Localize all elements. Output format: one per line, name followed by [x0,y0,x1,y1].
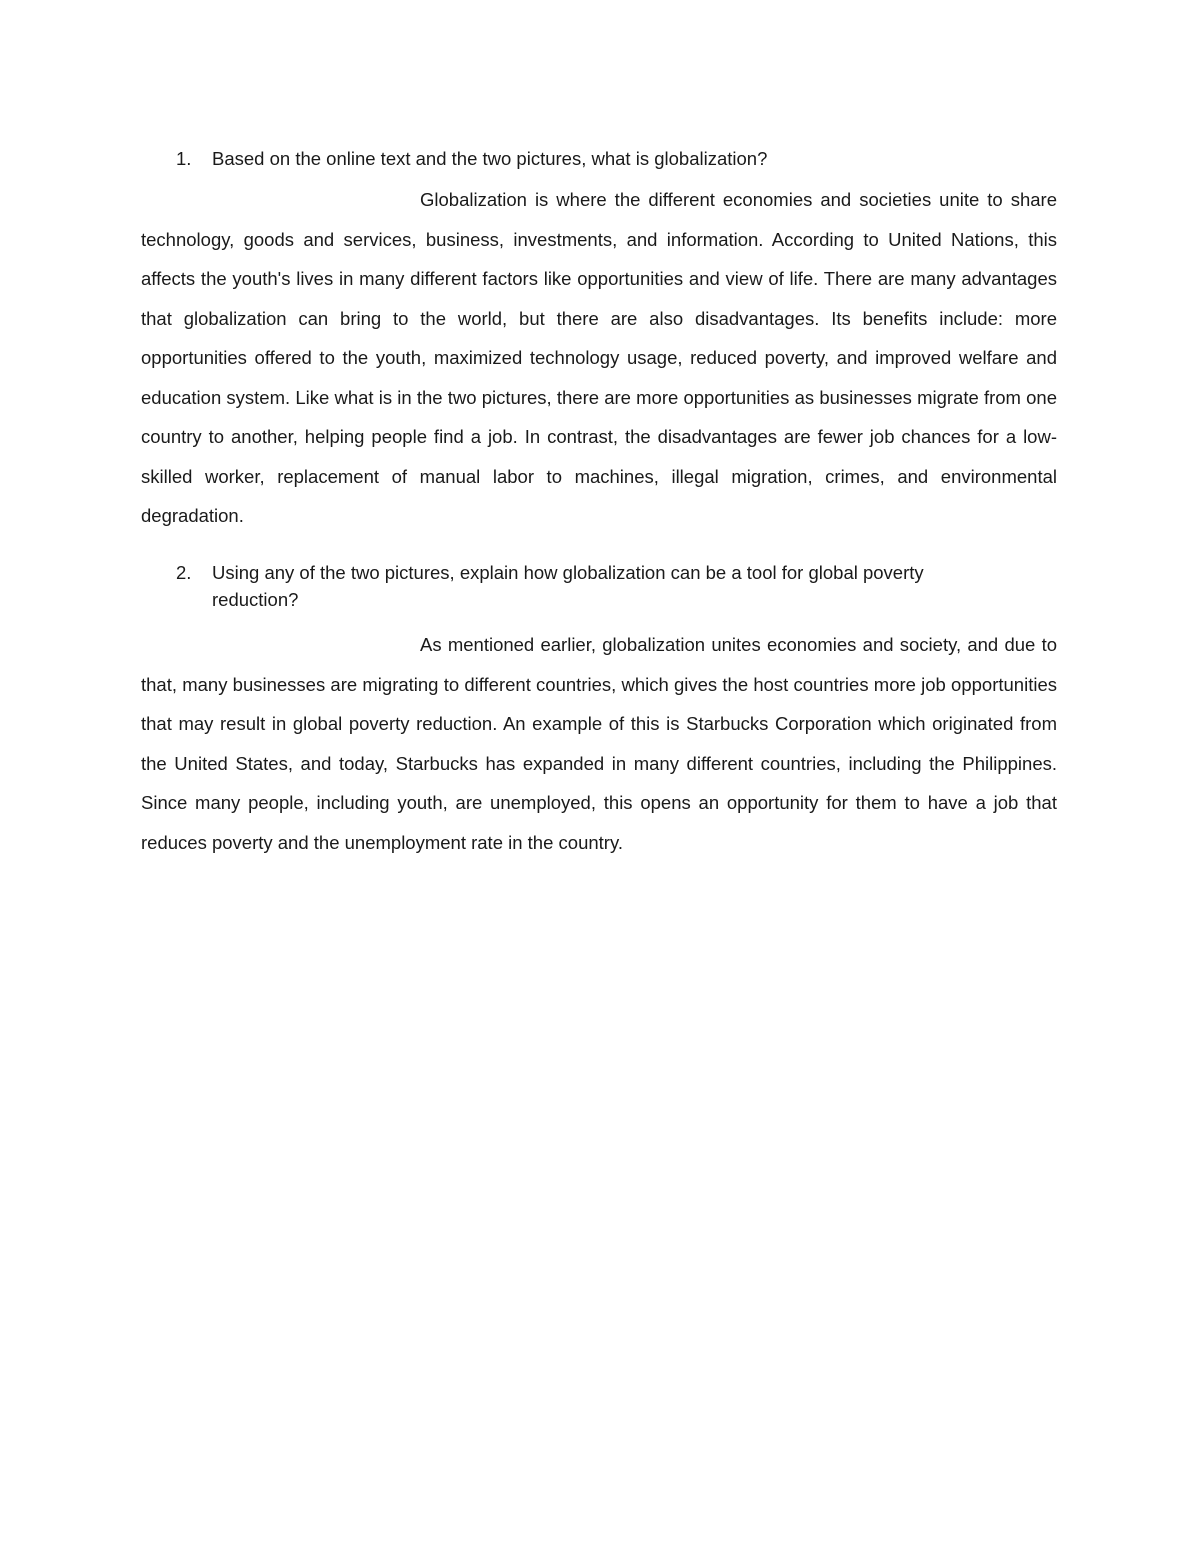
answer-2: As mentioned earlier, globalization unites economies and society, and due to that, many businesses are migrating to different countries, which gives the host countries more job opportunities that may result in global poverty reduction. An example of this is Starbucks Corporation which originated from the United States, and today, Starbucks has expanded in many different countries, including the Philippines. Since many people, including youth, are unemployed, this opens an opportunity for them to have a job that reduces poverty and the unemployment rate in the country. [141,634,1057,853]
question-1 [176,145,1006,172]
question-2 [176,559,1006,613]
question-number: 1. [176,148,192,169]
question-text: Using any of the two pictures, explain how globalization can be a tool for global poverty reduction? [212,562,924,610]
question-number: 2. [176,562,192,583]
answer-1: Globalization is where the different economies and societies unite to share technology, goods and services, business, investments, and information. According to United Nations, this affects the youth's lives in many different factors like opportunities and view of life. There are many advantages that globalization can bring to the world, but there are also disadvantages. Its benefits include: more opportunities offered to the youth, maximized technology usage, reduced poverty, and improved welfare and education system. Like what is in the two pictures, there are more opportunities as businesses migrate from one country to another, helping people find a job. In contrast, the disadvantages are fewer job chances for a low-skilled worker, replacement of manual labor to machines, illegal migration, crimes, and environmental degradation. [141,189,1057,526]
question-text: Based on the online text and the two pictures, what is globalization? [212,148,768,169]
